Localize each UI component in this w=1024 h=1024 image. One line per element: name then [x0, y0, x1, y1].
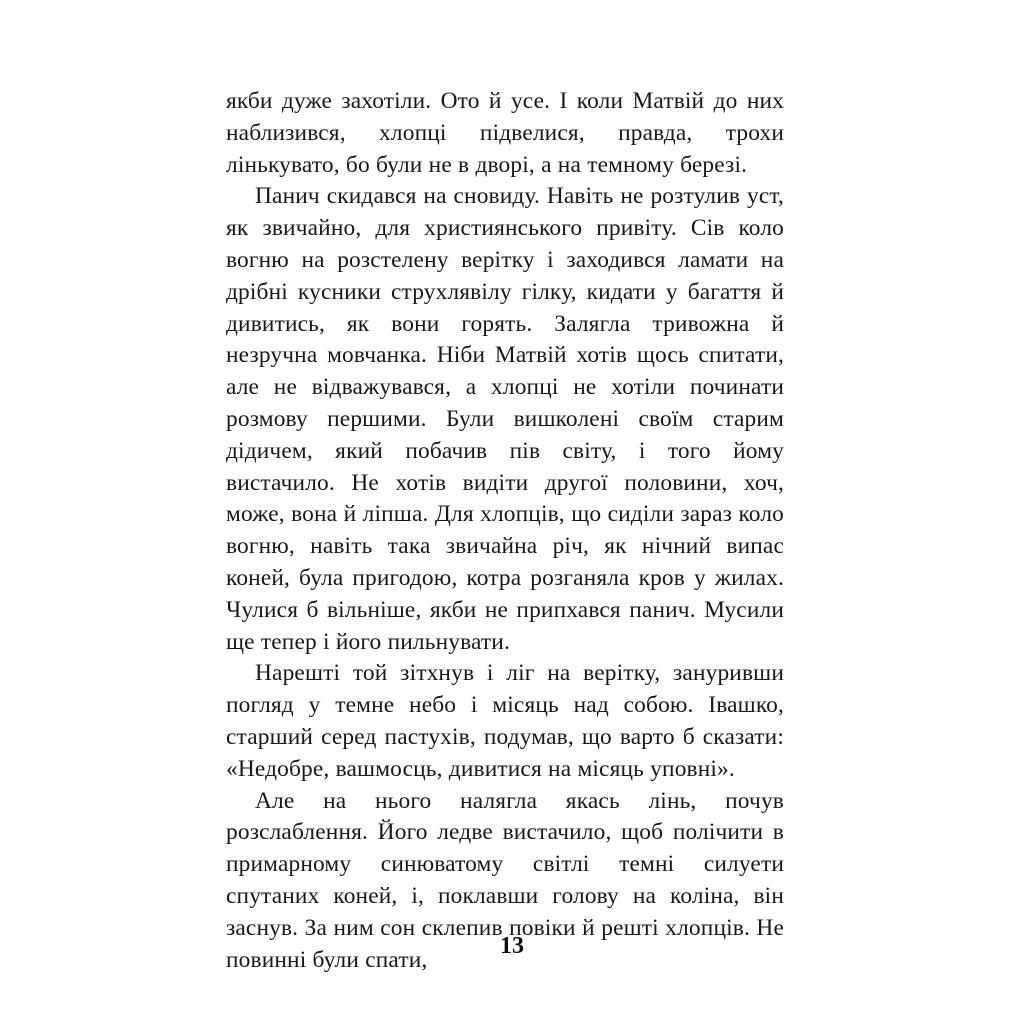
page-number: 13	[500, 933, 524, 959]
paragraph: якби дуже захотіли. Ото й усе. І коли Матвій до них наблизився, хлопці підвелися, правда, трохи лінькувато, бо були не в дворі, а на темному березі.	[226, 88, 784, 178]
paragraph: Нарешті той зітхнув і ліг на верітку, зануривши погляд у темне небо і місяць над собою. Івашко, старший серед пастухів, подумав, що варто б сказати: «Недобре, вашмосць, дивитися на місяць уповні».	[226, 660, 784, 782]
paragraph: Панич скидався на сновиду. Навіть не розтулив уст, як звичайно, для християнського привіту. Сів коло вогню на розстелену верітку і заходився ламати на дрібні кусники струхлявілу гілку, кидати у багаття й дивитись, як вони горять. Залягла тривожна й незручна мовчанка. Ніби Матвій хотів щось спитати, але не відважувався, а хлопці не хотіли починати розмову першими. Були вишколені своїм старим дідичем, який побачив пів світу, і того йому вистачило. Не хотів видіти другої половини, хоч, може, вона й ліпша. Для хлопців, що сиділи зараз коло вогню, навіть така звичайна річ, як нічний випас коней, була пригодою, котра розганяла кров у жилах. Чулися б вільніше, якби не припхався панич. Мусили ще тепер і його пильнувати.	[226, 183, 784, 655]
paragraph: Але на нього налягла якась лінь, почув розслаблення. Його ледве вистачило, щоб полічити в примарному синюватому світлі темні силуети спутаних коней, і, поклавши голову на коліна, він заснув. За ним сон склепив повіки й решті хлопців. Не повинні були спати,	[226, 787, 784, 973]
text-column	[226, 86, 784, 976]
